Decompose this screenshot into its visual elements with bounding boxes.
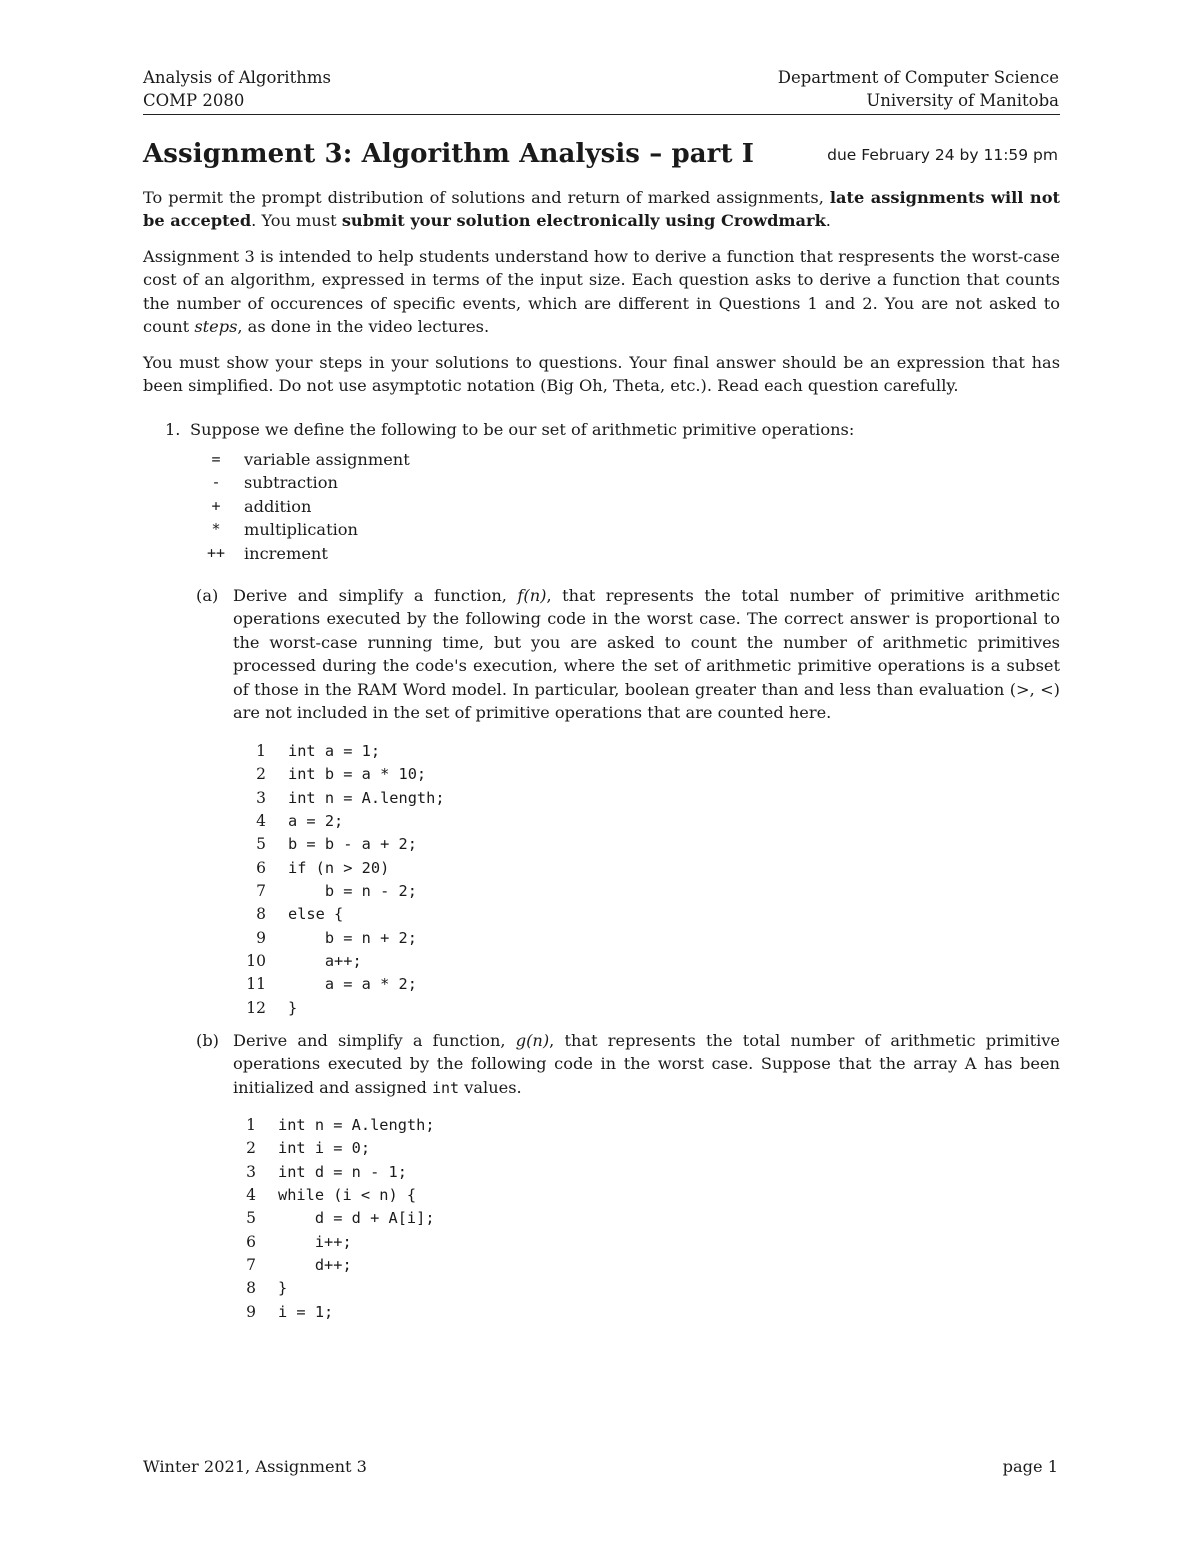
code-text: int d = n - 1; <box>278 1162 407 1181</box>
header-rule <box>143 114 1060 115</box>
p1-text-c: . <box>825 211 831 231</box>
line-number: 10 <box>246 952 266 971</box>
code-text: d++; <box>278 1256 352 1275</box>
q1b-text-3: has been initialized and assigned <box>233 1054 1060 1097</box>
operation-symbol: * <box>211 520 221 539</box>
line-number: 2 <box>246 1139 256 1158</box>
question-1b-label: (b) <box>196 1031 219 1050</box>
code-text: i++; <box>278 1232 352 1251</box>
code-text: a++; <box>288 952 362 971</box>
code-text: } <box>288 998 298 1017</box>
intro-paragraph-purpose <box>143 245 1060 339</box>
code-text: else { <box>288 905 344 924</box>
code-text: b = n + 2; <box>288 928 417 947</box>
question-1b-text <box>233 1029 1060 1100</box>
due-date: due February 24 by 11:59 pm <box>827 146 1058 164</box>
code-text: int b = a * 10; <box>288 765 427 784</box>
code-text: int n = A.length; <box>278 1116 435 1134</box>
intro-paragraph-instructions: You must show your steps in your solutions to questions. Your final answer should be an expression that has been simplified. Do not use asymptotic notation (Big Oh, Theta, etc.). Read each question carefully. <box>143 353 1060 396</box>
code-text: i = 1; <box>278 1302 334 1321</box>
line-number: 6 <box>246 1232 256 1251</box>
code-text: a = 2; <box>288 812 344 831</box>
p1-text-a: To permit the prompt distribution of solutions and return of marked assignments, <box>143 188 824 207</box>
question-1-number: 1. <box>165 420 181 439</box>
code-text: if (n > 20) <box>288 858 390 877</box>
code-text: int n = A.length; <box>288 788 445 807</box>
p1-bold-late: late assignments will not be accepted <box>143 188 1060 231</box>
code-text: while (i < n) { <box>278 1186 417 1205</box>
course-code: COMP 2080 <box>143 91 245 110</box>
p1-text-b: . You must <box>251 211 337 231</box>
line-number: 9 <box>246 1302 256 1321</box>
intro-paragraph-late-policy <box>143 186 1060 233</box>
operation-name: variable assignment <box>244 450 410 469</box>
q1a-text-1: Derive and simplify a function, <box>233 586 507 605</box>
q1b-type: int <box>432 1078 460 1097</box>
header-left <box>143 66 331 112</box>
p2-text-a: Assignment 3 is intended to help students understand how to derive a function that respresents the worst-case cost of an algorithm, expressed in terms of the input size. Each question asks to derive a function that counts the number of occurences of specific events, which are different in Questions 1 and 2. You are not asked to count <box>143 247 1060 337</box>
line-number: 5 <box>256 835 266 854</box>
operation-name: multiplication <box>244 520 358 540</box>
line-number: 8 <box>246 1279 256 1298</box>
header-right <box>778 66 1059 112</box>
line-number: 9 <box>256 928 266 947</box>
p2-text-b: , as done in the video lectures. <box>237 317 490 337</box>
line-number: 1 <box>256 742 266 760</box>
line-number: 4 <box>256 812 266 831</box>
line-number: 7 <box>256 882 266 901</box>
code-text: b = b - a + 2; <box>288 835 417 854</box>
line-number: 6 <box>256 858 266 877</box>
q1b-function: g(n) <box>515 1031 550 1050</box>
operation-symbol: ++ <box>206 543 226 562</box>
line-number: 7 <box>246 1256 256 1275</box>
line-number: 5 <box>246 1209 256 1228</box>
code-text: } <box>278 1279 288 1298</box>
q1a-text-2: , that represents the total number of primitive arithmetic operations executed by the following code in the worst case. The correct answer is proportional to the worst-case running time, but you are asked to count the number of arithmetic primitives processed during the code's execution, where the set of arithmetic primitive operations is a subset of those in the RAM Word model. In particular, boolean greater than and less than evaluation (>, <) are not included in the set of primitive operations that are counted here. <box>233 586 1060 723</box>
university: University of Manitoba <box>866 91 1059 110</box>
code-text: int i = 0; <box>278 1139 371 1158</box>
code-text: b = n - 2; <box>288 882 417 901</box>
q1a-function: f(n) <box>517 586 547 605</box>
line-number: 3 <box>256 788 266 807</box>
q1b-array-name: A <box>964 1054 977 1074</box>
department: Department of Computer Science <box>777 68 1059 87</box>
line-number: 1 <box>246 1116 256 1134</box>
operation-name: increment <box>244 543 328 563</box>
assignment-title: Assignment 3: Algorithm Analysis – part I <box>143 139 754 169</box>
title-row <box>143 136 1060 174</box>
line-number: 12 <box>246 998 266 1017</box>
footer-left: Winter 2021, Assignment 3 <box>143 1457 367 1476</box>
operation-name: subtraction <box>244 473 338 493</box>
q1b-text-1: Derive and simplify a function, <box>233 1031 506 1050</box>
line-number: 11 <box>246 975 266 994</box>
code-text: int a = 1; <box>288 742 381 760</box>
code-text: a = a * 2; <box>288 975 417 994</box>
line-number: 2 <box>256 765 266 784</box>
question-1a-label: (a) <box>196 586 219 605</box>
q1b-text-4: values. <box>464 1077 522 1097</box>
line-number: 3 <box>246 1162 256 1181</box>
operation-symbol: = <box>211 450 221 468</box>
page-number: page 1 <box>1002 1457 1058 1476</box>
line-number: 4 <box>246 1186 256 1205</box>
line-number: 8 <box>256 905 266 924</box>
course-name: Analysis of Algorithms <box>143 68 331 87</box>
question-1-text: Suppose we define the following to be our set of arithmetic primitive operations: <box>190 420 855 439</box>
q1b-text-2: , that represents the total number of arithmetic primitive operations executed by the following code in the worst case. Suppose that the array <box>233 1031 1060 1074</box>
question-1a-text <box>233 584 1060 724</box>
operation-symbol: - <box>211 473 221 492</box>
p1-bold-submit: submit your solution electronically using Crowdmark <box>341 211 826 231</box>
operation-symbol: + <box>211 496 221 515</box>
code-text: d = d + A[i]; <box>278 1209 435 1228</box>
operation-name: addition <box>244 496 312 516</box>
p2-emphasis: steps <box>194 317 238 337</box>
